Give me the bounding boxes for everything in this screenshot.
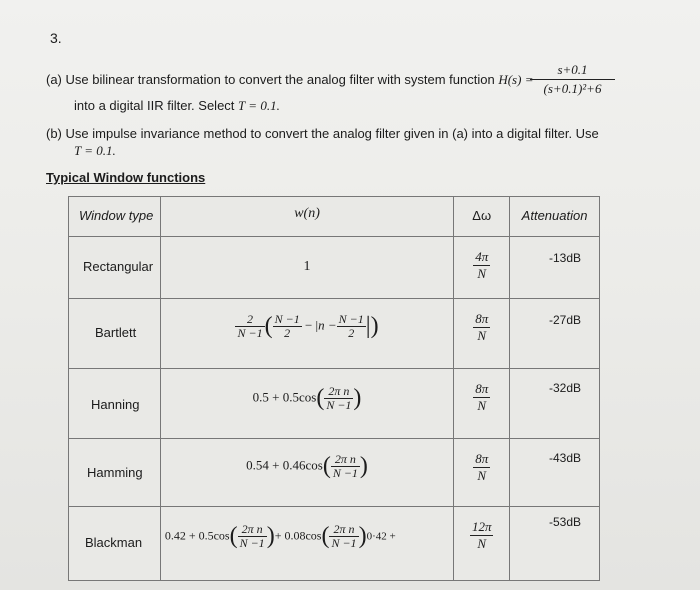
table-row	[69, 439, 600, 507]
part-a-line2	[74, 98, 280, 114]
delta-omega-hamming: 8π N	[475, 451, 489, 483]
attenuation-blackman: -53dB	[548, 515, 581, 529]
window-name-rectangular: Rectangular	[83, 259, 154, 274]
tf-numerator: s+0.1	[557, 62, 588, 77]
header-wn: w(n)	[160, 197, 453, 237]
part-a-hs: H(s) =	[498, 72, 534, 87]
delta-omega-bartlett: 8π N	[475, 311, 489, 343]
part-b-body: Use impulse invariance method to convert the analog filter given in (a) into a digital filter. Use	[65, 126, 599, 141]
part-b-line2-math: T = 0.1.	[74, 143, 116, 158]
delta-omega-blackman: 12π N	[471, 519, 492, 551]
table-row	[69, 507, 600, 581]
header-window-type: Window type	[69, 197, 161, 237]
formula-hamming: 0.54 + 0.46cos( $\frac{\text{2π n}}{N -1}$ )	[246, 452, 368, 480]
attenuation-hamming: -43dB	[548, 451, 581, 465]
tf-denominator: (s+0.1)²+6	[543, 81, 602, 96]
part-a-line2-math: T = 0.1.	[238, 98, 280, 113]
part-a-label: (a)	[46, 72, 62, 87]
formula-blackman: 0.42 + 0.5cos( $\frac{\text{2π n}}{N -1}$ )+ 0.08cos( $\frac{\text{2π n}}{N -1}$ )0·42 +	[164, 522, 396, 550]
window-name-hamming: Hamming	[87, 465, 143, 480]
window-name-blackman: Blackman	[85, 535, 143, 550]
window-name-hanning: Hanning	[91, 397, 140, 412]
part-a-body: Use bilinear transformation to convert the analog filter with system function	[65, 72, 495, 87]
window-name-bartlett: Bartlett	[95, 325, 137, 340]
part-a-line2-text: into a digital IIR filter. Select	[74, 98, 235, 113]
formula-rectangular: 1	[303, 259, 311, 274]
table-row	[69, 369, 600, 439]
formula-hanning: 0.5 + 0.5cos( $\frac{\text{2π n}}{N -1}$ )	[252, 384, 362, 412]
table-header-row	[69, 197, 600, 237]
part-b-text	[46, 126, 599, 141]
question-number: 3.	[50, 30, 62, 46]
header-delta-omega: Δω	[454, 197, 510, 237]
table-row	[69, 237, 600, 299]
attenuation-bartlett: -27dB	[548, 313, 581, 327]
part-a-text	[46, 72, 533, 88]
attenuation-hanning: -32dB	[548, 381, 581, 395]
window-functions-table	[68, 196, 600, 581]
transfer-function-fraction	[530, 62, 615, 97]
part-b-label: (b)	[46, 126, 62, 141]
section-title: Typical Window functions	[46, 170, 206, 185]
formula-bartlett: $\frac{2}{N -1}$ ( $\frac{N -1}{2}$ − |n − $\frac{N -1}{2}$ |)	[237, 312, 379, 340]
delta-omega-rectangular: 4π N	[475, 249, 489, 281]
header-attenuation: Attenuation	[510, 197, 600, 237]
delta-omega-hanning: 8π N	[475, 381, 489, 413]
attenuation-rectangular: -13dB	[548, 251, 581, 265]
table-row	[69, 299, 600, 369]
